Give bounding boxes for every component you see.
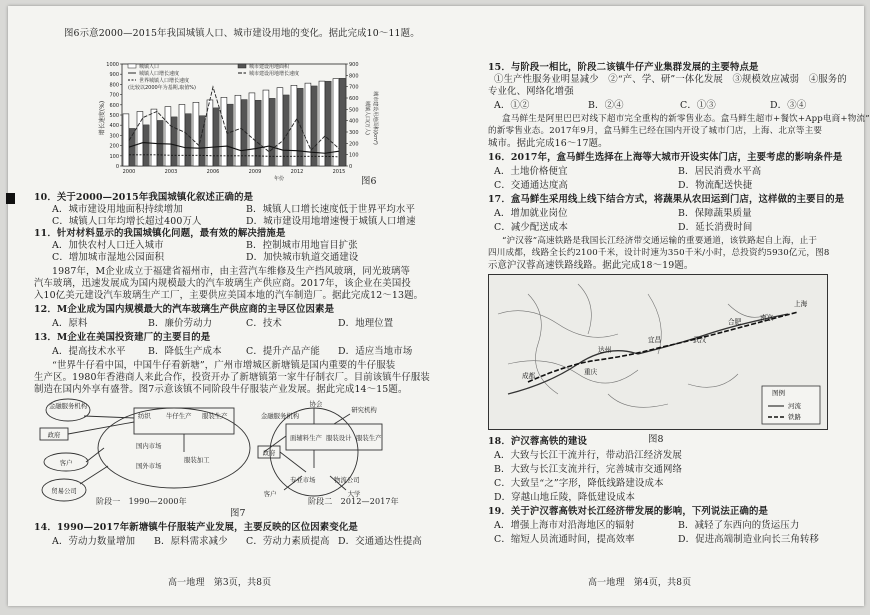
s2-node-university: 大学 [347,490,361,498]
t-passage-line1: “世界牛仔看中国，中国牛仔看新塘”，广州市增城区新塘镇是国内重要的牛仔服装 [52,360,396,371]
left-tick-label: 600 [109,102,119,109]
t-passage-line2: 生产区。1980年香港商人来此合作，投资开办了新塘镇第一家牛仔制衣厂。目前该镇牛仔服装 [34,372,430,383]
q13-option-b[interactable]: B．降低生产成本 [148,346,222,357]
x-tick-label: 2012 [290,169,304,175]
s1-node-foreign: 国外市场 [136,462,162,470]
city-chongqing: 重庆 [584,368,598,376]
q13-option-c[interactable]: C．提升产品产能 [246,346,320,357]
legend-swatch-pop [128,64,136,68]
s2-chain-2: 服装设计 [326,434,352,442]
city-dazhou: 达州 [598,346,612,354]
right-tick-label: 900 [349,62,359,68]
left-tick-label: 200 [109,143,119,150]
q11-stem: 11．针对材料显示的我国城镇化问题，最有效的解决措施是 [34,228,286,239]
q18-option-c[interactable]: C．大致呈“之”字形，降低线路建设成本 [494,478,664,489]
q14-option-b[interactable]: B．原料需求减少 [154,536,228,547]
city-chengdu: 成都 [522,372,536,380]
landuse-bar [213,108,219,166]
q10-stem: 10．关于2000—2015年我国城镇化叙述正确的是 [34,192,254,203]
q11-option-a[interactable]: A．加快农村人口迁入城市 [52,240,164,251]
q14-option-d[interactable]: D．交通通达性提高 [338,536,422,547]
s-passage-line3: 示意沪汉蓉高速铁路线路。据此完成18～19题。 [488,260,694,271]
right-tick-label: 400 [349,118,359,125]
m-passage-line3: 入10亿美元建设汽车玻璃生产工厂，主要供应美国本地的汽车制造厂。据此完成12～13题。 [34,290,424,301]
h-passage-line2: 的新零售业态。2017年9月，盒马鲜生已经在国内开设了城市门店，上海、北京等主要 [488,126,823,136]
population-bar [305,83,311,166]
right-tick-label: 600 [349,96,359,102]
q14-option-c[interactable]: C．劳动力素质提高 [246,536,330,547]
q17-option-d[interactable]: D．延长消费时间 [678,222,753,233]
q10-option-d[interactable]: D．城市建设用地增速慢于城镇人口增速 [246,216,416,227]
stage1-label: 阶段一 1990—2000年 [96,497,187,506]
city-wuhan: 武汉 [693,336,707,344]
right-tick-label: 700 [349,84,359,91]
q12-option-c[interactable]: C．技术 [246,318,282,329]
landuse-bar [171,117,177,166]
left-tick-label: 100 [109,153,119,160]
industry-cluster-diagram [34,396,434,506]
landuse-bar [311,86,317,166]
left-tick-label: 500 [109,113,119,119]
registration-mark [6,193,15,204]
s-passage-line1: “沪汉蓉”高速铁路是我国长江经济带交通运输的重要通道，该铁路起自上海，止于 [502,236,818,246]
q16-stem: 16．2017年，盒马鲜生选择在上海等大城市开设实体门店，主要考虑的影响条件是 [488,152,843,163]
s2-node-research: 研究机构 [351,406,377,414]
landuse-bar [339,78,345,166]
legend-label: 城镇人口增长速度 [139,71,180,77]
landuse-bar [143,125,149,166]
population-bar [193,102,199,166]
city-hefei: 合肥 [728,318,742,326]
q17-option-a[interactable]: A．增加就业岗位 [494,208,568,219]
q19-stem: 19．关于沪汉蓉高铁对长江经济带发展的影响，下列说法正确的是 [488,506,769,517]
right-tick-label: 800 [349,73,359,80]
fig7-caption: 图7 [230,508,246,519]
s-passage-line2: 四川成都，线路全长约2100千米，设计时速为350千米/小时，总投资约5930亿元，图8 [488,248,830,258]
left-page-footer: 高一地理 第3页，共8页 [168,578,272,588]
q17-option-c[interactable]: C．减少配送成本 [494,222,568,233]
q15-statements-1: ①生产性服务业明显减少 ②“产、学、研”一体化发展 ③规模效应减弱 ④服务的 [494,74,847,85]
q10-option-c[interactable]: C．城镇人口年均增长超过400万人 [52,216,202,227]
s2-node-finance: 金融服务机构 [260,412,300,420]
q14-stem: 14．1990—2017年新塘镇牛仔服装产业发展，主要反映的区位因素变化是 [34,522,358,533]
s1-chain-4: 服装加工 [184,456,210,464]
population-bar [249,93,255,166]
s2-chain-1: 面辅料生产 [290,434,322,442]
q13-option-d[interactable]: D．适应当地市场 [338,346,413,357]
stage1-cluster-ellipse [98,408,250,488]
q11-option-c[interactable]: C．增加城市湿地公园面积 [52,252,165,263]
city-nanjing: 南京 [760,314,774,322]
s1-chain-3: 服装生产 [202,412,228,420]
legend-label: 城市建设用地增长速度 [249,71,300,77]
h-passage-line3: 城市。据此完成16～17题。 [488,138,608,149]
q15-stem: 15．与阶段一相比，阶段二该镇牛仔产业集群发展的主要特点是 [488,62,759,73]
city-yichang: 宜昌 [648,336,662,344]
legend-swatch-land [238,64,246,68]
q17-option-b[interactable]: B．保障蔬果质量 [678,208,752,219]
q16-option-a[interactable]: A．土地价格便宜 [494,166,568,177]
legend-title: 图例 [772,389,785,397]
q12-option-b[interactable]: B．廉价劳动力 [148,318,213,329]
chart-caption: 图6 [361,176,377,187]
landuse-bar [269,98,275,166]
legend-note: (比较以2000年为基期,取值%) [128,85,196,91]
landuse-bar [283,95,289,166]
right-axis-label-pop: 城镇人口(万人) [364,101,370,135]
legend-label: 城市建设用地面积 [249,64,290,70]
right-tick-label: 500 [349,107,359,114]
right-page-footer: 高一地理 第4页，共8页 [588,578,692,588]
landuse-bar [297,88,303,166]
q10-option-b[interactable]: B．城镇人口增长速度低于世界平均水平 [246,204,415,215]
left-tick-label: 300 [109,133,119,140]
x-tick-label: 2015 [332,169,346,175]
q16-option-d[interactable]: D．物流配送快捷 [678,180,753,191]
s1-node-trade: 贸易公司 [51,487,77,495]
population-bar [277,88,283,166]
population-bar [151,109,157,166]
population-bar [333,79,339,166]
q15-option-d[interactable]: D．③④ [770,100,807,111]
s1-node-customer: 客户 [59,459,73,467]
q12-option-a[interactable]: A．原料 [52,318,88,329]
m-passage-line1: 1987年，M企业成立于福建省福州市，由主营汽车维修及生产挡风玻璃，同光玻璃等 [52,266,411,277]
population-landuse-chart [98,48,418,188]
q18-stem: 18．沪汉蓉高铁的建设 [488,436,588,447]
q10-option-a[interactable]: A．城市建设用地面积持续增加 [52,204,183,215]
t-passage-line3: 制造在国内外享有盛誉。图7示意该镇不同阶段牛仔服装产业发展。据此完成14～15题。 [34,384,408,395]
left-tick-label: 400 [109,123,119,130]
q11-option-b[interactable]: B．控制城市用地盲目扩张 [246,240,358,251]
x-axis-label: 年份 [274,176,285,182]
left-axis-label: 增长速度(%) [99,100,106,136]
s2-node-assoc: 协会 [309,400,323,408]
exam-sheet [8,6,870,606]
x-tick-label: 2009 [248,169,262,175]
legend-label: 城镇人口 [139,64,160,70]
right-axis-label-land: 城市建设用地面积(km²) [372,91,378,145]
q18-option-b[interactable]: B．大致与长江支流并行，完善城市交通网络 [494,464,683,475]
population-bar [165,107,171,166]
q19-option-c[interactable]: C．缩短人员流通时间，提高效率 [494,534,635,545]
right-tick-label: 100 [349,152,359,159]
q11-option-d[interactable]: D．加快城市轨道交通建设 [246,252,359,263]
q17-stem: 17．盒马鲜生采用线上线下结合方式，将蔬果从农田运到门店，这样做的主要目的是 [488,194,845,205]
s2-node-market: 专业市场 [290,476,316,484]
stage2-label: 阶段二 2012—2017年 [308,497,399,506]
q13-option-a[interactable]: A．提高技术水平 [52,346,126,357]
right-tick-label: 200 [349,141,359,148]
q18-option-a[interactable]: A．大致与长江干流并行，带动沿江经济发展 [494,450,682,461]
s1-node-government: 政府 [47,431,61,439]
left-tick-label: 900 [109,72,119,79]
legend-label: 世界城镇人口增长速度 [139,78,190,84]
q14-option-a[interactable]: A．劳动力数量增加 [52,536,136,547]
left-tick-label: 1000 [106,62,119,68]
m-passage-line2: 汽车玻璃，迅速发展成为国内规模最大的汽车玻璃生产供应商。2017年，该企业在美国投 [34,278,411,289]
q16-option-b[interactable]: B．居民消费水平高 [678,166,762,177]
q18-option-d[interactable]: D．穿越山地丘陵，降低建设成本 [494,492,636,503]
s2-node-logistics: 物流公司 [334,476,360,484]
q19-option-d[interactable]: D．促进高端制造业向长三角转移 [678,534,820,545]
left-tick-label: 0 [115,164,119,170]
right-tick-label: 300 [349,130,359,136]
left-tick-label: 700 [109,92,119,99]
q15-option-a[interactable]: A．①② [494,100,530,111]
x-tick-label: 2000 [122,169,136,175]
city-shanghai: 上海 [794,300,808,308]
q15-option-b[interactable]: B．②④ [588,100,624,111]
s1-chain-1: 纺织 [138,412,151,420]
population-bar [291,85,297,166]
railway-map [488,274,828,430]
q13-stem: 13．M企业在美国投资建厂的主要目的是 [34,332,211,343]
q16-option-c[interactable]: C．交通通达度高 [494,180,568,191]
population-bar [123,114,129,166]
s1-node-domestic: 国内市场 [136,442,162,450]
x-tick-label: 2003 [164,169,178,175]
s2-node-customer: 客户 [263,490,277,498]
q19-option-b[interactable]: B．减轻了东西向的货运压力 [678,520,800,531]
map-caption: 图8 [648,434,664,445]
x-tick-label: 2006 [206,169,220,175]
s2-node-government: 政府 [262,449,276,457]
legend-river: 河流 [788,402,801,410]
h-passage-line1: 盒马鲜生是阿里巴巴对线下超市完全重构的新零售业态。盒马鲜生超市+餐饮+App电商+物流” [502,114,870,124]
population-bar [179,104,185,166]
q15-statements-2: 专业化、网络化增强 [488,86,574,97]
q19-option-a[interactable]: A．增强上海市对沿海地区的辐射 [494,520,635,531]
s1-node-finance: 金融服务机构 [48,402,88,410]
left-tick-label: 800 [109,82,119,89]
q12-stem: 12．M企业成为国内规模最大的汽车玻璃生产供应商的主导区位因素是 [34,304,335,315]
right-tick-label: 0 [349,164,353,170]
legend-rail: 铁路 [788,413,801,421]
s2-chain-3: 服装生产 [356,434,382,442]
q12-option-d[interactable]: D．地理位置 [338,318,394,329]
population-bar [263,90,269,166]
q15-option-c[interactable]: C．①③ [680,100,716,111]
intro-text: 图6示意2000—2015年我国城镇人口、城市建设用地的变化。据此完成10～11题。 [64,28,420,39]
s1-chain-2: 牛仔生产 [166,412,192,420]
landuse-bar [185,114,191,166]
landuse-bar [227,104,233,166]
